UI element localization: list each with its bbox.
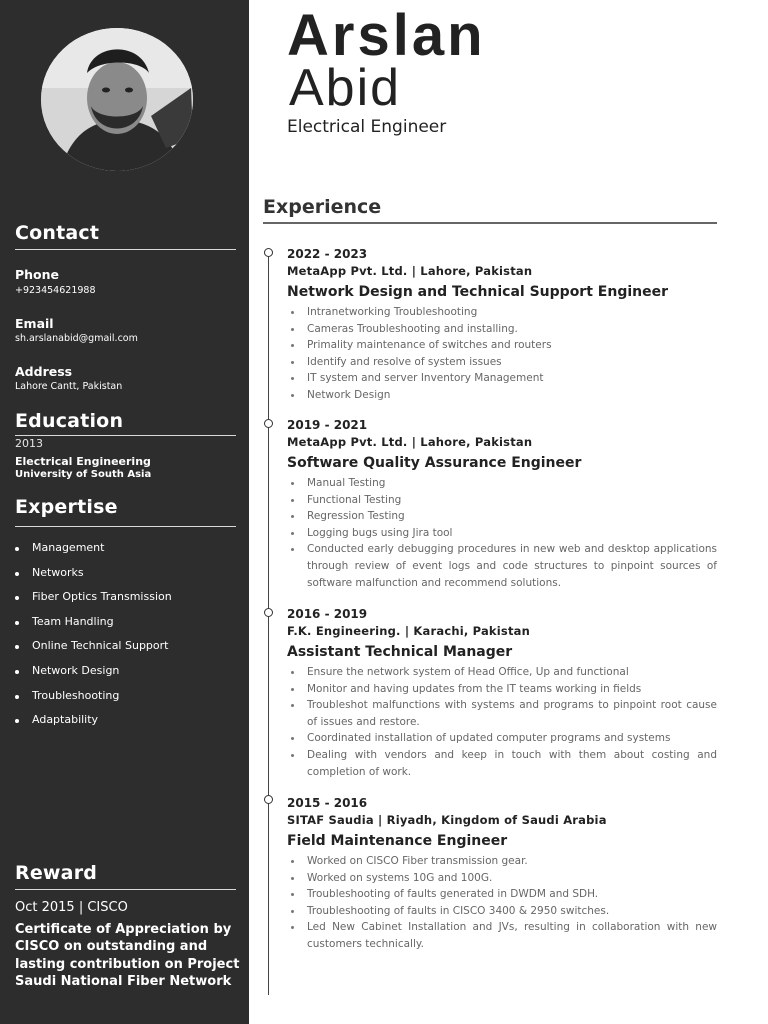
bullet-icon [291, 754, 294, 757]
reward-text: Certificate of Appreciation by CISCO on outstanding and lasting contribution on Project Saudi National Fiber Network [15, 922, 240, 990]
experience-divider [263, 222, 717, 224]
bullet-icon [291, 737, 294, 740]
education-degree: Electrical Engineering [15, 455, 151, 468]
job-bullets [287, 304, 717, 404]
reward-heading: Reward [15, 862, 98, 884]
address-label: Address [15, 364, 73, 379]
list-item: Troubleshot malfunctions with systems and programs to pinpoint root cause of issues and restore. [287, 697, 717, 730]
job-company: F.K. Engineering. | Karachi, Pakistan [287, 624, 531, 638]
job-entry [287, 606, 717, 780]
bullet-icon [15, 572, 19, 576]
address-value: Lahore Cantt, Pakistan [15, 381, 123, 392]
bullet-icon [15, 695, 19, 699]
job-title: Electrical Engineer [287, 117, 447, 137]
job-date: 2022 - 2023 [287, 247, 368, 261]
job-bullets [287, 664, 717, 780]
list-item: Monitor and having updates from the IT teams working in fields [287, 681, 717, 698]
email-value[interactable]: sh.arslanabid@gmail.com [15, 333, 138, 344]
bullet-icon [291, 532, 294, 535]
bullet-icon [291, 688, 294, 691]
job-role: Assistant Technical Manager [287, 644, 513, 660]
list-item: Worked on systems 10G and 100G. [287, 870, 717, 887]
email-label: Email [15, 316, 54, 331]
timeline-marker-icon [264, 248, 273, 257]
last-name: Abid [289, 59, 402, 117]
job-bullets [287, 853, 717, 953]
list-item: IT system and server Inventory Management [287, 370, 717, 387]
list-item: Team Handling [15, 615, 172, 640]
bullet-icon [291, 671, 294, 674]
bullet-icon [291, 344, 294, 347]
timeline-marker-icon [264, 608, 273, 617]
sidebar [0, 0, 249, 1024]
avatar [41, 28, 193, 171]
list-item: Troubleshooting [15, 689, 172, 714]
bullet-icon [291, 394, 294, 397]
bullet-icon [291, 893, 294, 896]
first-name: Arslan [287, 3, 486, 68]
bullet-icon [291, 910, 294, 913]
profile-photo [41, 28, 193, 171]
contact-divider [15, 249, 236, 250]
reward-divider [15, 889, 236, 890]
expertise-divider [15, 526, 236, 527]
bullet-icon [15, 645, 19, 649]
bullet-icon [291, 377, 294, 380]
timeline-line [268, 253, 269, 995]
timeline-marker-icon [264, 795, 273, 804]
bullet-icon [291, 482, 294, 485]
list-item: Ensure the network system of Head Office, Up and functional [287, 664, 717, 681]
bullet-icon [291, 328, 294, 331]
job-role: Network Design and Technical Support Engineer [287, 284, 668, 300]
list-item: Conducted early debugging procedures in new web and desktop applications through review of event logs and code structures to pinpoint sources of software malfunction and recommend solutions. [287, 541, 717, 591]
list-item: Manual Testing [287, 475, 717, 492]
education-school: University of South Asia [15, 469, 152, 480]
reward-date: Oct 2015 | CISCO [15, 900, 128, 915]
phone-label: Phone [15, 267, 60, 282]
bullet-icon [291, 311, 294, 314]
bullet-icon [291, 548, 294, 551]
list-item: Network Design [287, 387, 717, 404]
bullet-icon [291, 877, 294, 880]
list-item: Troubleshooting of faults in CISCO 3400 & 2950 switches. [287, 903, 717, 920]
experience-heading: Experience [263, 196, 382, 218]
list-item: Logging bugs using Jira tool [287, 525, 717, 542]
job-company: MetaApp Pvt. Ltd. | Lahore, Pakistan [287, 264, 533, 278]
job-entry [287, 795, 717, 953]
list-item: Cameras Troubleshooting and installing. [287, 321, 717, 338]
bullet-icon [15, 621, 19, 625]
list-item: Identify and resolve of system issues [287, 354, 717, 371]
bullet-icon [291, 704, 294, 707]
job-role: Field Maintenance Engineer [287, 833, 508, 849]
list-item: Networks [15, 566, 172, 591]
job-company: SITAF Saudia | Riyadh, Kingdom of Saudi Arabia [287, 813, 607, 827]
bullet-icon [15, 547, 19, 551]
job-bullets [287, 475, 717, 591]
education-heading: Education [15, 410, 124, 432]
bullet-icon [15, 719, 19, 723]
contact-heading: Contact [15, 222, 100, 244]
bullet-icon [15, 596, 19, 600]
list-item: Functional Testing [287, 492, 717, 509]
job-date: 2016 - 2019 [287, 607, 368, 621]
list-item: Regression Testing [287, 508, 717, 525]
education-year: 2013 [15, 437, 43, 450]
bullet-icon [291, 361, 294, 364]
job-company: MetaApp Pvt. Ltd. | Lahore, Pakistan [287, 435, 533, 449]
phone-value: +923454621988 [15, 285, 96, 296]
bullet-icon [291, 926, 294, 929]
bullet-icon [291, 515, 294, 518]
list-item: Intranetworking Troubleshooting [287, 304, 717, 321]
list-item: Online Technical Support [15, 639, 172, 664]
job-date: 2019 - 2021 [287, 418, 368, 432]
job-role: Software Quality Assurance Engineer [287, 455, 582, 471]
job-date: 2015 - 2016 [287, 796, 368, 810]
list-item: Fiber Optics Transmission [15, 590, 172, 615]
bullet-icon [15, 670, 19, 674]
expertise-list [15, 541, 172, 738]
list-item: Worked on CISCO Fiber transmission gear. [287, 853, 717, 870]
list-item: Coordinated installation of updated computer programs and systems [287, 730, 717, 747]
education-divider [15, 435, 236, 436]
bullet-icon [291, 860, 294, 863]
list-item: Primality maintenance of switches and routers [287, 337, 717, 354]
list-item: Led New Cabinet Installation and JVs, resulting in collaboration with new customers technically. [287, 919, 717, 952]
list-item: Network Design [15, 664, 172, 689]
list-item: Dealing with vendors and keep in touch with them about costing and completion of work. [287, 747, 717, 780]
timeline-marker-icon [264, 419, 273, 428]
expertise-heading: Expertise [15, 496, 118, 518]
list-item: Adaptability [15, 713, 172, 738]
list-item: Troubleshooting of faults generated in DWDM and SDH. [287, 886, 717, 903]
bullet-icon [291, 499, 294, 502]
job-entry [287, 417, 717, 591]
job-entry [287, 246, 717, 404]
list-item: Management [15, 541, 172, 566]
